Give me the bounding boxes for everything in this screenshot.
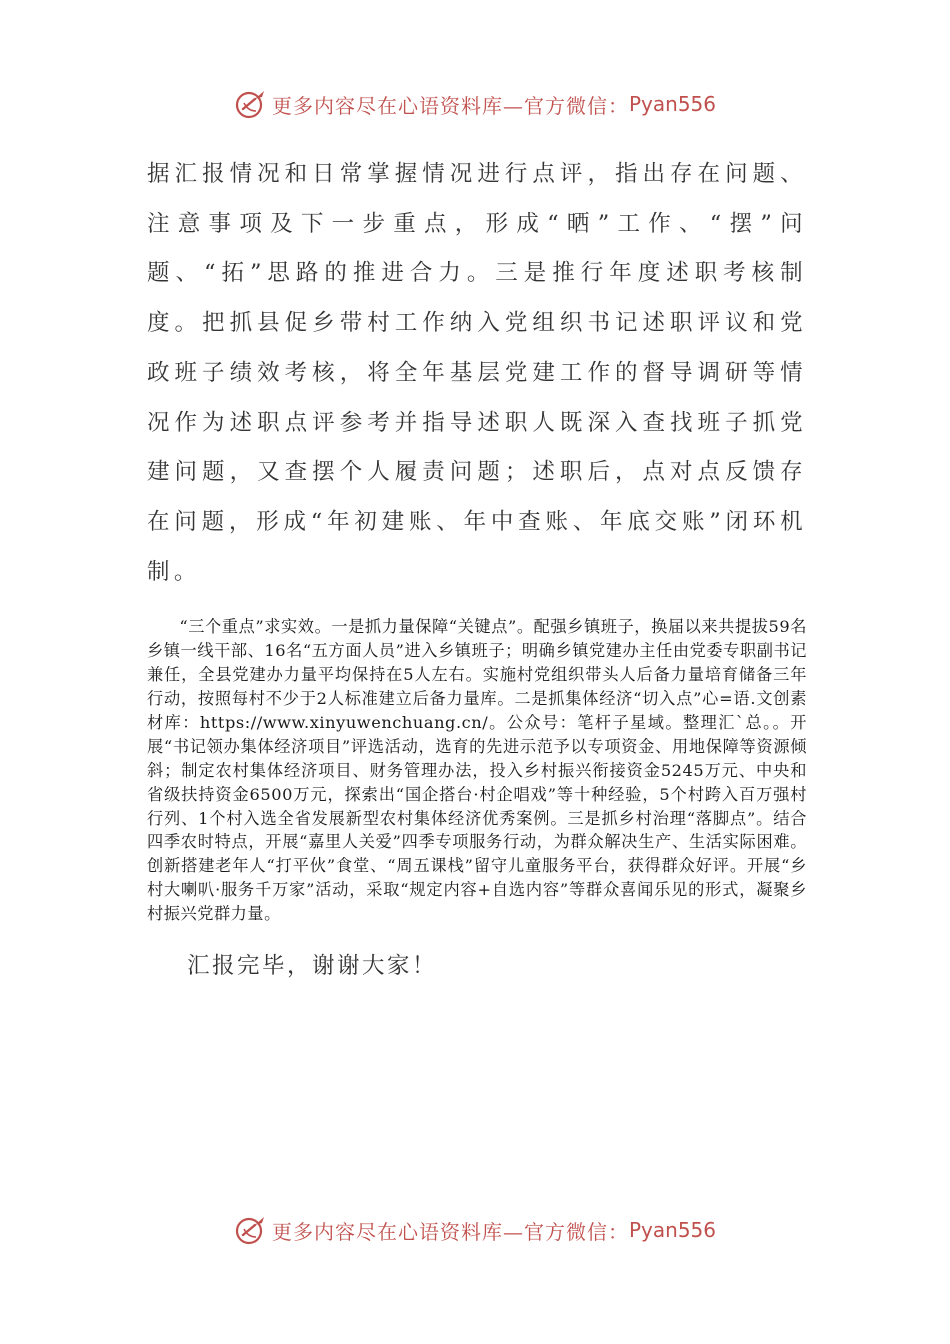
header-banner bbox=[0, 84, 950, 124]
wechat-id: Pyan556 bbox=[628, 92, 716, 116]
wechat-id: Pyan556 bbox=[628, 1218, 716, 1242]
pen-logo-icon bbox=[234, 87, 268, 121]
banner-text: 更多内容尽在心语资料库—官方微信： bbox=[271, 1219, 629, 1244]
closing-line: 汇报完毕，谢谢大家！ bbox=[187, 953, 438, 980]
paragraph-2: “三个重点”求实效。一是抓力量保障“关键点”。配强乡镇班子，换届以来共提拔59名乡镇一线干部、16名“五方面人员”进入乡镇班子；明确乡镇党建办主任由党委专职副书记兼任，全县党建办力量平均保持在5人左右。实施村党组织带头人后备力量培育储备三年行动，按照每村不少于2人标准建立后备力量库。二是抓集体经济“切入点”心=语.文创素材库：https://www.xinyuwenchuang.cn/。公众号：笔杆子星域。整理汇`总。。开展“书记领办集体经济项目”评选活动，选育的先进示范予以专项资金、用地保障等资源倾斜；制定农村集体经济项目、财务管理办法，投入乡村振兴衔接资金5245万元、中央和省级扶持资金6500万元，探索出“国企搭台·村企唱戏”等十种经验，5个村跨入百万强村行列、1个村入选全省发展新型农村集体经济优秀案例。三是抓乡村治理“落脚点”。结合四季农时特点，开展“嘉里人关爱”四季专项服务行动，为群众解决生产、生活实际困难。创新搭建老年人“打平伙”食堂、“周五课栈”留守儿童服务平台，获得群众好评。开展“乡村大喇叭·服务千万家”活动，采取“规定内容+自选内容”等群众喜闻乐见的形式，凝聚乡村振兴党群力量。 bbox=[147, 617, 807, 924]
footer-banner bbox=[0, 1210, 950, 1250]
document-body bbox=[147, 150, 807, 986]
banner-text: 更多内容尽在心语资料库—官方微信： bbox=[271, 93, 629, 118]
paragraph-1: 据汇报情况和日常掌握情况进行点评，指出存在问题、注意事项及下一步重点，形成“晒”工作、“摆”问题、“拓”思路的推进合力。三是推行年度述职考核制度。把抓县促乡带村工作纳入党组织书记述职评议和党政班子绩效考核，将全年基层党建工作的督导调研等情况作为述职点评参考并指导述职人既深入查找班子抓党建问题，又查摆个人履责问题；述职后，点对点反馈存在问题，形成“年初建账、年中查账、年底交账”闭环机制。 bbox=[147, 161, 807, 585]
pen-logo-icon bbox=[234, 1213, 268, 1247]
